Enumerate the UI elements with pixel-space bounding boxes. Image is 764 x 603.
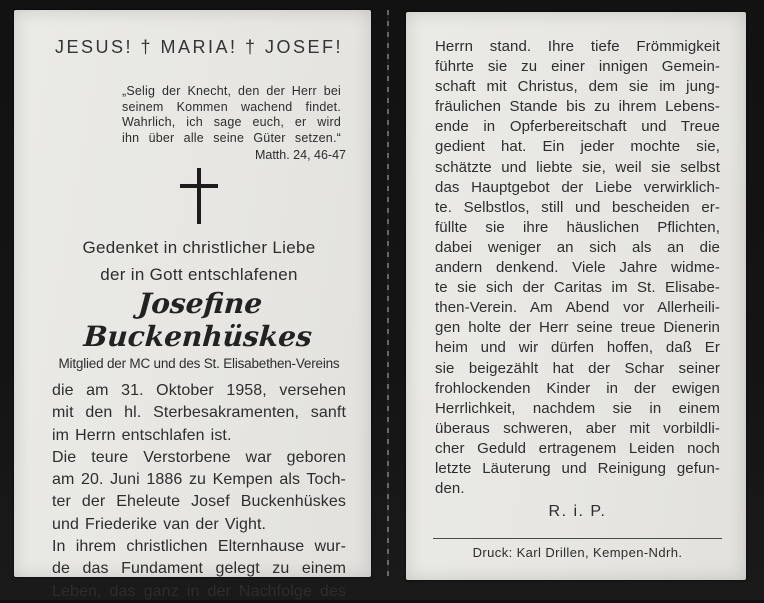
text-line: am 20. Juni 1886 zu Kempen als Toch- — [52, 471, 346, 489]
invocation-header: JESUS! † MARIA! † JOSEF! — [54, 37, 344, 57]
text-line: de das Fundament gelegt zu einem — [52, 560, 346, 578]
memorial-card-left-page — [14, 10, 371, 600]
deceased-name: Josefine Buckenhüskes — [82, 287, 314, 353]
cross-horizontal-bar — [180, 184, 218, 188]
text-line: sie beigezählt hat der Schar seiner — [435, 359, 720, 377]
dedication-line: der in Gott entschlafenen — [100, 265, 298, 284]
text-line: ende in Opferbereitschaft und Treue — [435, 118, 720, 136]
memorial-card-right-page — [406, 12, 746, 580]
text-line: im Herrn entschlafen ist. — [52, 426, 232, 444]
text-line: Leben, das ganz in der Nachfolge des — [52, 582, 346, 600]
text-line: te. Selbstlos, still und bescheiden er- — [435, 198, 720, 216]
text-line: Herrn stand. Ihre tiefe Frömmigkeit — [435, 38, 720, 55]
dedication-text — [52, 234, 346, 288]
right-page-body — [435, 37, 720, 499]
membership-line: Mitglied der MC und des St. Elisabethen-Vereins — [58, 356, 340, 371]
text-line: mit den hl. Sterbesakramenten, sanft — [52, 404, 346, 422]
text-line: füllte sie ihre häuslichen Pflichten, — [435, 218, 720, 236]
text-line: fräulichen Stande bis zu ihrem Lebens- — [435, 98, 720, 116]
text-line: überaus schweren, aber mit vorbildli- — [435, 419, 720, 437]
text-line: schätzte und liebte sie, weil sie selbst — [435, 158, 720, 176]
text-line: schaft mit Christus, dem sie im jung- — [435, 78, 720, 96]
dedication-line: Gedenket in christlicher Liebe — [82, 238, 316, 257]
text-line: andern denkend. Viele Jahre widme- — [435, 259, 720, 277]
printer-credit: Druck: Karl Drillen, Kempen-Ndrh. — [472, 545, 683, 561]
text-line: führte sie zu einer innigen Gemein- — [435, 58, 720, 76]
text-line: den. — [435, 480, 465, 498]
text-line: und Friederike van der Vight. — [52, 515, 267, 533]
text-line: seinem Kommen wachend findet. — [122, 99, 341, 114]
text-line: die am 31. Oktober 1958, versehen — [52, 382, 346, 399]
cross-vertical-bar — [197, 168, 201, 224]
text-line: te sie sich der Caritas im St. Elisabe- — [435, 279, 720, 297]
text-line: gedient hat. Ein jeder mochte sie, — [435, 138, 720, 156]
text-line: „Selig der Knecht, den der Herr bei — [122, 84, 341, 98]
text-line: letzte Läuterung und Reinigung gefun- — [435, 459, 720, 477]
text-line: then-Verein. Am Abend vor Allerheili- — [435, 299, 720, 317]
text-line: ter der Eheleute Josef Buckenhüskes — [52, 493, 346, 511]
left-page-body — [52, 380, 346, 603]
text-line: ihn über alle seine Güter setzen.“ — [122, 130, 341, 145]
scripture-attribution: Matth. 24, 46-47 — [254, 148, 346, 162]
text-line: heim und wir dürfen hoffen, daß Er — [435, 339, 720, 357]
text-line: In ihrem christlichen Elternhause wur- — [52, 538, 346, 556]
text-line: Herrlichkeit, nachdem sie in einem — [435, 399, 720, 417]
scripture-quote — [122, 84, 341, 146]
rip-text: R. i. P. — [548, 503, 607, 521]
text-line: Die teure Verstorbene war geboren — [52, 448, 346, 466]
text-line: gen holte der Herr seine treue Dienerin — [435, 319, 720, 337]
cross-icon — [180, 168, 218, 224]
text-line: dabei weniger an sich als an die — [435, 238, 720, 256]
text-line: cher Geduld ertragenem Leiden noch — [435, 439, 720, 457]
text-line: das Hauptgebot der Liebe verwirklich- — [435, 178, 720, 196]
text-line: Wahrlich, ich sage euch, er wird — [122, 115, 341, 129]
text-line: frohlockenden Kinder in der ewigen — [435, 379, 720, 397]
printer-divider — [433, 538, 722, 539]
center-fold — [387, 10, 389, 576]
